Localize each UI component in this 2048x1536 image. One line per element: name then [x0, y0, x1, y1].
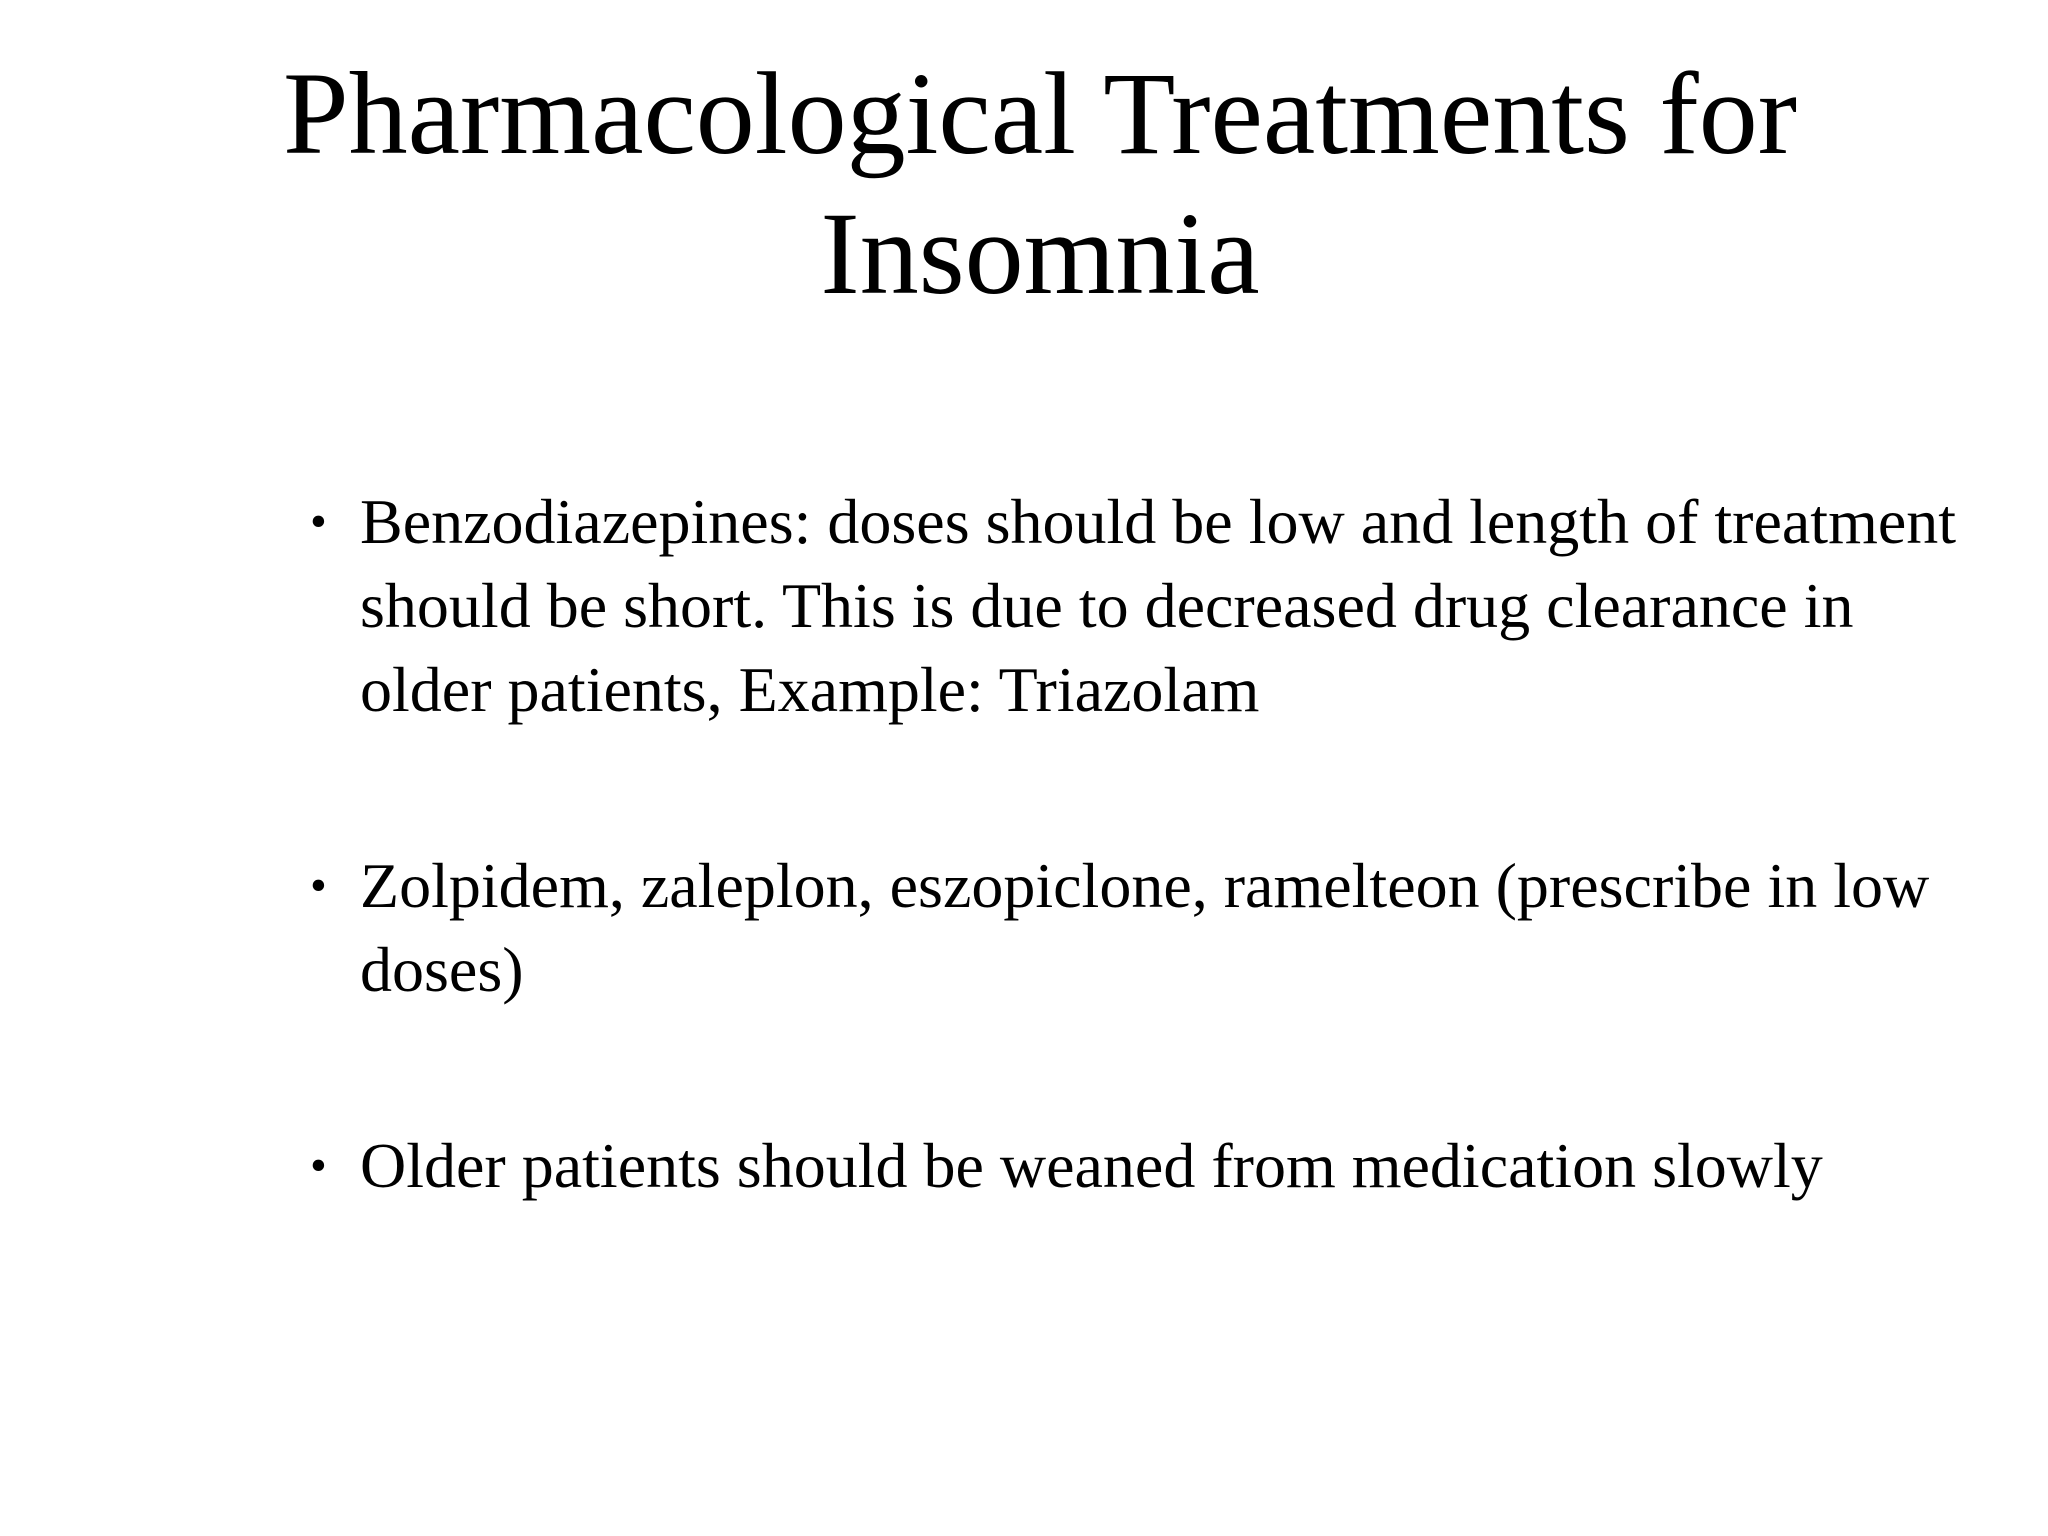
bullet-list — [310, 480, 1970, 1208]
bullet-item-weaning — [310, 1124, 1970, 1208]
bullet-dot-icon: • — [310, 859, 327, 912]
slide-title-line-2: Insomnia — [820, 188, 1260, 319]
bullet-item-zolpidem — [310, 844, 1970, 1012]
bullet-dot-icon: • — [310, 495, 327, 548]
bullet-text: Zolpidem, zaleplon, eszopiclone, ramelteon (prescribe in low doses) — [360, 850, 1930, 1005]
bullet-text: Benzodiazepines: doses should be low and length of treatment should be short. This is due to decreased drug clearance in older patients, Example: Triazolam — [360, 486, 1957, 725]
bullet-item-benzodiazepines — [310, 480, 1970, 732]
bullet-dot-icon: • — [310, 1139, 327, 1192]
bullet-text: Older patients should be weaned from medication slowly — [360, 1130, 1823, 1201]
slide-title-line-1: Pharmacological Treatments for — [282, 48, 1797, 179]
slide-title — [250, 44, 1830, 324]
